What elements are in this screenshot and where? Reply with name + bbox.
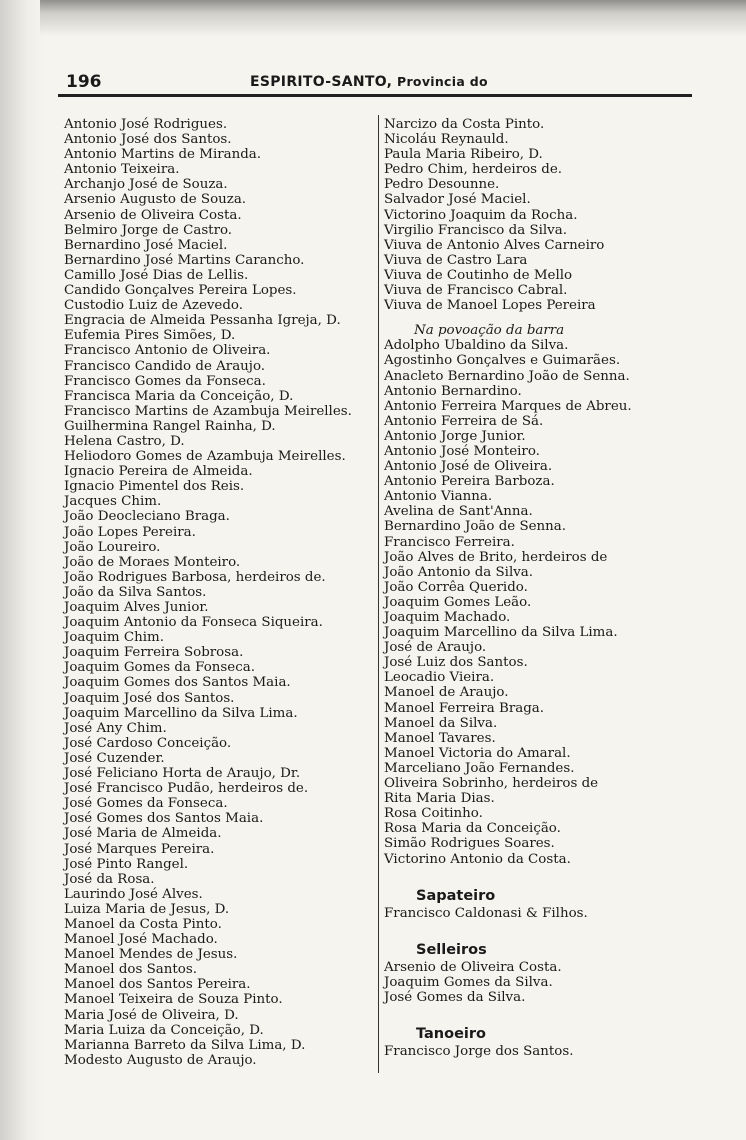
list-entry: Victorino Joaquim da Rocha.	[384, 207, 578, 223]
list-entry: Antonio José dos Santos.	[64, 132, 232, 148]
list-entry: Belmiro Jorge de Castro.	[64, 222, 233, 238]
list-entry: Manoel Mendes de Jesus.	[64, 947, 238, 963]
list-entry: Avelina de Sant'Anna.	[384, 504, 533, 520]
list-entry: Ignacio Pimentel dos Reis.	[64, 479, 245, 495]
barra-heading: Na povoação da barra	[414, 323, 565, 339]
column-divider	[378, 115, 379, 1073]
list-entry: Bernardino José Maciel.	[64, 237, 228, 253]
list-entry: Salvador José Maciel.	[384, 192, 531, 208]
list-entry: Pedro Desounne.	[384, 177, 500, 193]
page-number: 196	[66, 72, 102, 92]
list-entry: Antonio Bernardino.	[384, 383, 522, 399]
list-entry: José Maria de Almeida.	[64, 826, 222, 842]
list-entry: Helena Castro, D.	[64, 433, 185, 449]
list-entry: Candido Gonçalves Pereira Lopes.	[64, 283, 297, 299]
list-entry: Heliodoro Gomes de Azambuja Meirelles.	[64, 449, 346, 465]
list-entry: João de Moraes Monteiro.	[64, 554, 241, 570]
list-entry: João Rodrigues Barbosa, herdeiros de.	[64, 569, 326, 585]
list-entry: Bernardino João de Senna.	[384, 519, 567, 535]
list-entry: Manoel Victoria do Amaral.	[384, 745, 571, 761]
list-entry: Nicoláu Reynauld.	[384, 132, 509, 148]
list-entry: Antonio José Monteiro.	[384, 443, 540, 459]
running-head-subtitle: Provincia do	[397, 74, 488, 89]
list-entry: Viuva de Antonio Alves Carneiro	[384, 237, 605, 253]
tanoeiro-list	[384, 1044, 684, 1059]
list-entry: Manoel de Araujo.	[384, 685, 509, 701]
list-entry: Francisco Candido de Araujo.	[64, 358, 266, 374]
list-entry: João Corrêa Querido.	[384, 579, 528, 595]
list-entry: Arsenio de Oliveira Costa.	[384, 959, 562, 975]
barra-list	[384, 338, 684, 866]
sapateiro-title: Sapateiro	[416, 887, 496, 904]
left-column	[64, 117, 376, 1068]
list-entry: Joaquim José dos Santos.	[64, 690, 235, 706]
list-entry: Joaquim Gomes dos Santos Maia.	[64, 675, 291, 691]
running-head	[250, 74, 488, 90]
list-entry: Manoel da Costa Pinto.	[64, 916, 222, 932]
list-entry: Joaquim Marcellino da Silva Lima.	[384, 625, 618, 641]
list-entry: Joaquim Antonio da Fonseca Siqueira.	[64, 615, 323, 631]
list-entry: Francisca Maria da Conceição, D.	[64, 388, 294, 404]
list-entry: Pedro Chim, herdeiros de.	[384, 162, 563, 178]
list-entry: Antonio Pereira Barboza.	[384, 474, 555, 490]
list-entry: Antonio Ferreira de Sá.	[384, 413, 544, 429]
list-entry: João Lopes Pereira.	[64, 524, 196, 540]
list-entry: Laurindo José Alves.	[64, 886, 203, 902]
list-entry: José Gomes da Fonseca.	[64, 796, 228, 812]
selleiros-title: Selleiros	[416, 941, 487, 958]
tanoeiro-title: Tanoeiro	[416, 1025, 487, 1042]
list-entry: José Francisco Pudão, herdeiros de.	[64, 781, 309, 797]
list-entry: Victorino Antonio da Costa.	[384, 851, 571, 867]
list-entry: Joaquim Machado.	[384, 610, 511, 625]
list-entry: Agostinho Gonçalves e Guimarães.	[384, 353, 621, 369]
list-entry: Antonio Jorge Junior.	[384, 428, 526, 444]
list-entry: Manoel Teixeira de Souza Pinto.	[64, 992, 283, 1008]
list-entry: Antonio Ferreira Marques de Abreu.	[384, 398, 632, 414]
list-entry: Maria Luiza da Conceição, D.	[64, 1022, 264, 1038]
list-entry: Archanjo José de Souza.	[64, 177, 228, 193]
list-entry: Viuva de Francisco Cabral.	[384, 283, 568, 299]
list-entry: Antonio José de Oliveira.	[384, 459, 553, 475]
list-entry: Francisco Antonio de Oliveira.	[64, 343, 271, 359]
list-entry: Modesto Augusto de Araujo.	[64, 1052, 257, 1068]
list-entry: João Antonio da Silva.	[384, 564, 534, 580]
selleiros-list	[384, 960, 684, 1005]
list-entry: Manoel dos Santos Pereira.	[64, 977, 251, 993]
list-entry: Joaquim Gomes da Silva.	[384, 974, 553, 990]
list-entry: Manoel dos Santos.	[64, 962, 197, 978]
list-entry: José Luiz dos Santos.	[384, 655, 528, 671]
list-entry: José Marques Pereira.	[64, 841, 215, 857]
list-entry: Simão Rodrigues Soares.	[384, 836, 555, 852]
list-entry: Rosa Maria da Conceição.	[384, 821, 561, 837]
list-entry: Antonio Vianna.	[384, 489, 493, 505]
list-entry: Joaquim Gomes da Fonseca.	[64, 660, 255, 676]
list-entry: Marianna Barreto da Silva Lima, D.	[64, 1037, 306, 1053]
header-rule	[58, 94, 692, 97]
list-entry: Rosa Coitinho.	[384, 806, 483, 822]
list-entry: Antonio Teixeira.	[64, 162, 180, 178]
list-entry: Manoel Ferreira Braga.	[384, 700, 545, 716]
running-head-title: ESPIRITO-SANTO,	[250, 74, 393, 90]
list-entry: Anacleto Bernardino João de Senna.	[384, 368, 630, 384]
scan-shadow-left	[0, 0, 44, 1140]
list-entry: Joaquim Marcellino da Silva Lima.	[64, 705, 298, 721]
list-entry: João Deocleciano Braga.	[64, 509, 230, 525]
list-entry: Jacques Chim.	[64, 494, 162, 510]
list-entry: Maria José de Oliveira, D.	[64, 1007, 239, 1023]
list-entry: Leocadio Vieira.	[384, 670, 495, 686]
list-entry: Francisco Caldonasi & Filhos.	[384, 905, 588, 921]
list-entry: Eufemia Pires Simões, D.	[64, 328, 236, 344]
list-entry: Joaquim Gomes Leão.	[384, 594, 532, 610]
list-entry: Joaquim Chim.	[64, 630, 164, 646]
list-entry: Engracia de Almeida Pessanha Igreja, D.	[64, 313, 341, 329]
list-entry: José Cardoso Conceição.	[64, 735, 232, 751]
list-entry: Viuva de Manoel Lopes Pereira	[384, 298, 596, 314]
right-column	[384, 117, 684, 1059]
list-entry: Viuva de Castro Lara	[384, 252, 528, 268]
list-entry: José de Araujo.	[384, 640, 487, 656]
list-entry: Paula Maria Ribeiro, D.	[384, 147, 543, 163]
list-entry: Bernardino José Martins Carancho.	[64, 252, 305, 268]
list-entry: Arsenio Augusto de Souza.	[64, 192, 247, 208]
sapateiro-list	[384, 906, 684, 921]
list-entry: José Cuzender.	[64, 750, 165, 766]
list-entry: Guilhermina Rangel Rainha, D.	[64, 418, 276, 434]
list-entry: José Feliciano Horta de Araujo, Dr.	[64, 766, 301, 782]
list-entry: José Gomes dos Santos Maia.	[64, 811, 264, 827]
scan-shadow-top	[40, 0, 746, 52]
list-entry: João Alves de Brito, herdeiros de	[384, 549, 608, 565]
list-entry: Oliveira Sobrinho, herdeiros de	[384, 776, 599, 792]
list-entry: José Pinto Rangel.	[64, 856, 189, 872]
list-entry: José Any Chim.	[64, 720, 167, 736]
list-entry: Camillo José Dias de Lellis.	[64, 267, 249, 283]
list-entry: Francisco Martins de Azambuja Meirelles.	[64, 403, 352, 419]
list-entry: Adolpho Ubaldino da Silva.	[384, 338, 569, 354]
list-entry: José da Rosa.	[64, 871, 155, 887]
right-list-main	[384, 117, 684, 313]
list-entry: Manoel Tavares.	[384, 730, 496, 746]
list-entry: Francisco Jorge dos Santos.	[384, 1043, 574, 1059]
list-entry: Narcizo da Costa Pinto.	[384, 117, 545, 132]
list-entry: Viuva de Coutinho de Mello	[384, 267, 573, 283]
list-entry: Manoel José Machado.	[64, 932, 218, 948]
list-entry: Marceliano João Fernandes.	[384, 760, 575, 776]
list-entry: Custodio Luiz de Azevedo.	[64, 298, 244, 314]
list-entry: Luiza Maria de Jesus, D.	[64, 901, 230, 917]
list-entry: Antonio Martins de Miranda.	[64, 147, 262, 163]
list-entry: Francisco Ferreira.	[384, 534, 515, 550]
list-entry: João Loureiro.	[64, 539, 161, 555]
list-entry: Virgilio Francisco da Silva.	[384, 222, 567, 238]
list-entry: Antonio José Rodrigues.	[64, 117, 228, 132]
list-entry: Francisco Gomes da Fonseca.	[64, 373, 266, 389]
list-entry: Ignacio Pereira de Almeida.	[64, 464, 253, 480]
list-entry: Joaquim Ferreira Sobrosa.	[64, 645, 244, 661]
list-entry: Joaquim Alves Junior.	[64, 600, 209, 615]
list-entry: Rita Maria Dias.	[384, 791, 495, 807]
list-entry: José Gomes da Silva.	[384, 989, 526, 1005]
list-entry: João da Silva Santos.	[64, 584, 207, 600]
list-entry: Manoel da Silva.	[384, 715, 498, 731]
list-entry: Arsenio de Oliveira Costa.	[64, 207, 242, 223]
